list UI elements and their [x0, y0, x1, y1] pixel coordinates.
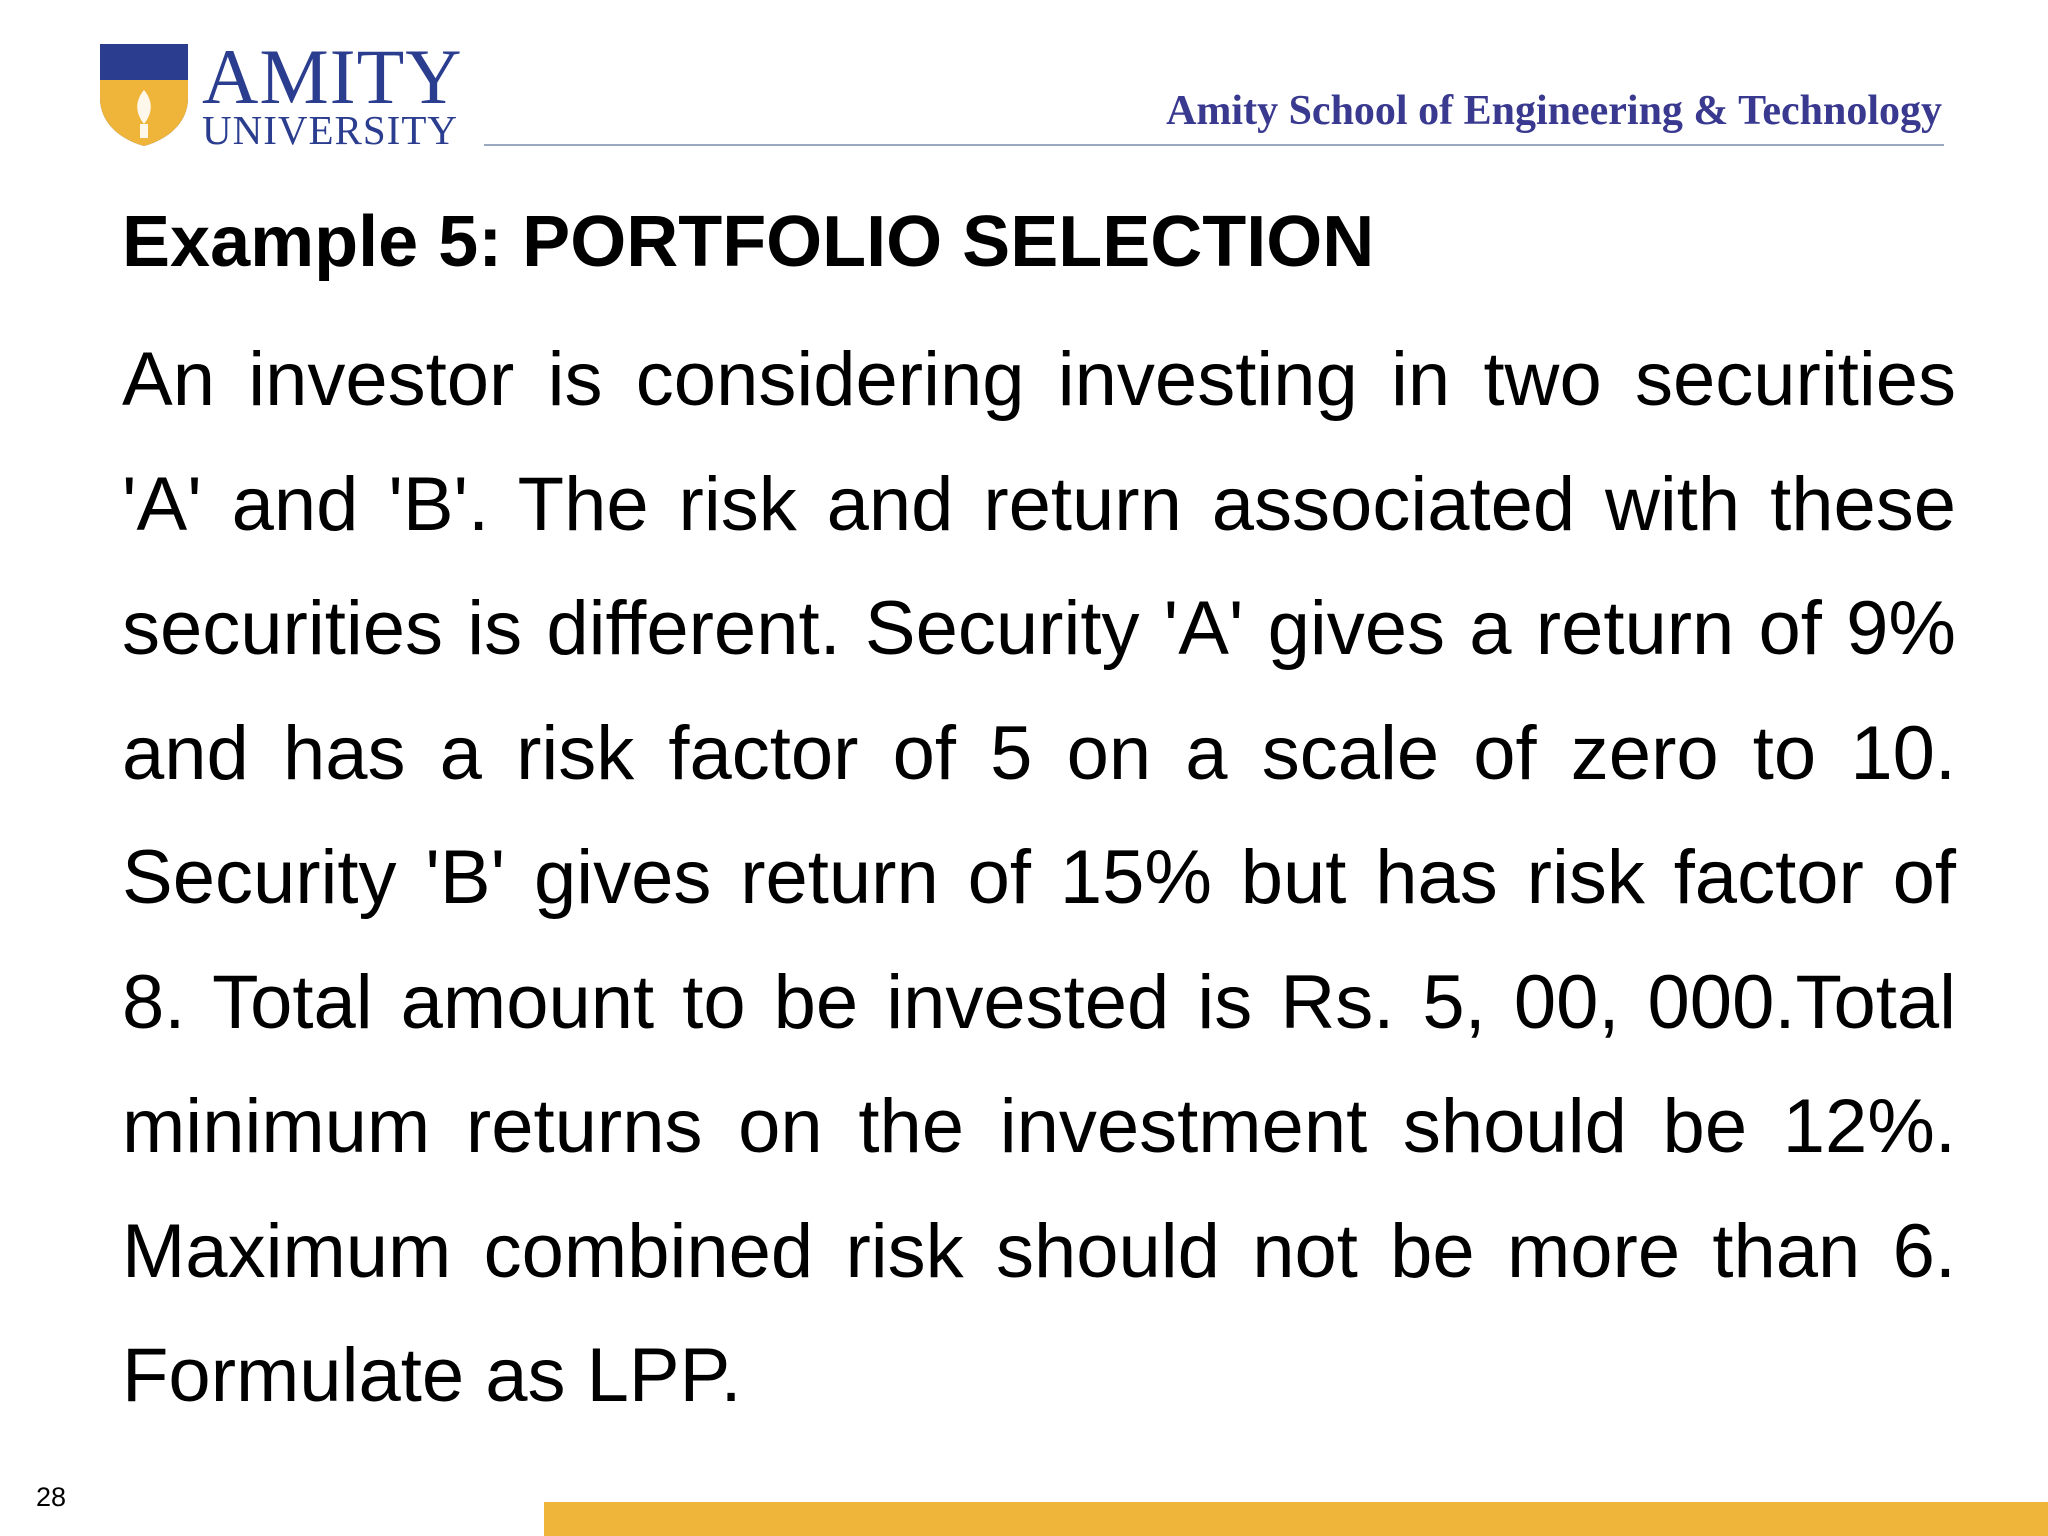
slide-title: Example 5: PORTFOLIO SELECTION — [122, 202, 1375, 282]
logo-subtitle: UNIVERSITY — [202, 107, 458, 153]
amity-logo — [96, 33, 463, 153]
school-name: Amity School of Engineering & Technology — [1166, 88, 1942, 134]
footer-accent-bar — [544, 1502, 2048, 1536]
amity-shield-icon — [96, 40, 192, 148]
page-number: 28 — [36, 1482, 67, 1512]
logo-wordmark: AMITY — [202, 33, 463, 120]
header-divider — [484, 144, 1944, 146]
slide-body-text: An investor is considering investing in two securities 'A' and 'B'. The risk and return associated with these securities is different. Security 'A' gives a return of 9% and has a risk factor of 5 on a scale of zero to 10. Security 'B' gives return of 15% but has risk factor of 8. Total amount to be invested is Rs. 5, 00, 000.Total minimum returns on the investment should be 12%. Maximum combined risk should not be more than 6. Formulate as LPP. — [122, 337, 1956, 1418]
